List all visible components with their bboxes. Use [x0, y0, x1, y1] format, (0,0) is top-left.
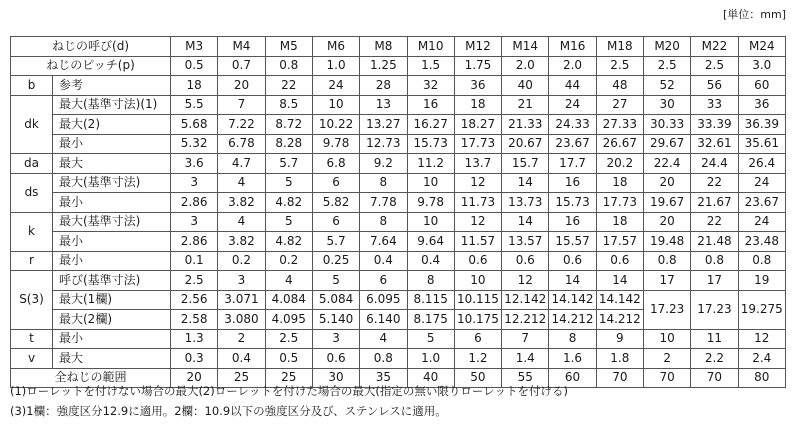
value-cell: 14.142 — [549, 290, 596, 310]
value-cell: 36 — [738, 95, 785, 115]
value-cell: 11.73 — [454, 193, 501, 213]
value-cell: 24.4 — [691, 154, 738, 174]
value-cell: 13.73 — [502, 193, 549, 213]
value-cell: 12 — [454, 173, 501, 193]
value-cell: 5.7 — [265, 154, 312, 174]
value-cell: 44 — [549, 76, 596, 96]
value-cell: 2.86 — [171, 193, 218, 213]
value-cell: 5 — [265, 212, 312, 232]
value-cell: 48 — [596, 76, 643, 96]
value-cell: 0.8 — [265, 56, 312, 76]
table-row — [11, 251, 786, 271]
value-cell: 22.4 — [643, 154, 690, 174]
value-cell: 1.0 — [312, 56, 359, 76]
size-cell: M5 — [265, 37, 312, 57]
value-cell: 3.0 — [738, 56, 785, 76]
value-cell: 0.4 — [407, 251, 454, 271]
value-cell: 5 — [312, 271, 359, 291]
row-label: 最大 — [53, 349, 171, 369]
table-row — [11, 212, 786, 232]
value-cell: 7.78 — [360, 193, 407, 213]
value-cell: 0.6 — [312, 349, 359, 369]
value-cell: 15.73 — [549, 193, 596, 213]
row-label: ねじのピッチ(p) — [11, 56, 171, 76]
value-cell: 40 — [502, 76, 549, 96]
value-cell: 21.67 — [691, 193, 738, 213]
value-cell: 21 — [502, 95, 549, 115]
value-cell: 24 — [312, 76, 359, 96]
table-row — [11, 76, 786, 96]
value-cell: 19 — [738, 271, 785, 291]
value-cell: 4.084 — [265, 290, 312, 310]
value-cell: 2.0 — [549, 56, 596, 76]
value-cell: 24.33 — [549, 115, 596, 135]
value-cell: 5.7 — [312, 232, 359, 252]
value-cell: 14 — [549, 271, 596, 291]
value-cell: 7.22 — [218, 115, 265, 135]
value-cell: 1.0 — [407, 349, 454, 369]
value-cell: 12 — [454, 212, 501, 232]
row-label: 最小 — [53, 251, 171, 271]
value-cell: 16 — [549, 173, 596, 193]
row-label: 最大(2) — [53, 115, 171, 135]
value-cell: 20 — [218, 76, 265, 96]
value-cell: 18 — [596, 173, 643, 193]
value-cell: 2.4 — [738, 349, 785, 369]
value-cell: 0.5 — [265, 349, 312, 369]
value-cell: 28 — [360, 76, 407, 96]
value-cell: 6 — [312, 212, 359, 232]
value-cell: 9.78 — [407, 193, 454, 213]
value-cell: 5.82 — [312, 193, 359, 213]
value-cell: 15.73 — [407, 134, 454, 154]
value-cell: 12 — [738, 329, 785, 349]
value-cell: 70 — [596, 368, 643, 388]
value-cell: 13.7 — [454, 154, 501, 174]
value-cell: 11.57 — [454, 232, 501, 252]
value-cell: 10 — [407, 212, 454, 232]
value-cell: 8.72 — [265, 115, 312, 135]
value-cell: 18 — [171, 76, 218, 96]
value-cell: 23.67 — [549, 134, 596, 154]
value-cell: 25 — [265, 368, 312, 388]
value-cell: 20.2 — [596, 154, 643, 174]
value-cell: 36 — [454, 76, 501, 96]
value-cell: 9.78 — [312, 134, 359, 154]
row-group: S(3) — [11, 271, 53, 330]
value-cell: 14.212 — [549, 310, 596, 330]
value-cell: 0.5 — [171, 56, 218, 76]
row-label: 最小 — [53, 193, 171, 213]
value-cell: 16.27 — [407, 115, 454, 135]
value-cell: 2.58 — [171, 310, 218, 330]
value-cell: 32.61 — [691, 134, 738, 154]
value-cell: 7 — [502, 329, 549, 349]
row-group: ds — [11, 173, 53, 212]
value-cell: 11 — [691, 329, 738, 349]
value-cell: 1.3 — [171, 329, 218, 349]
value-cell: 20 — [171, 368, 218, 388]
value-cell: 9.64 — [407, 232, 454, 252]
value-cell: 20 — [643, 212, 690, 232]
value-cell: 35 — [360, 368, 407, 388]
value-cell: 18 — [596, 212, 643, 232]
value-cell: 3 — [171, 173, 218, 193]
table-row — [11, 271, 786, 291]
row-label: 最小 — [53, 232, 171, 252]
value-cell: 10.175 — [454, 310, 501, 330]
size-cell: M8 — [360, 37, 407, 57]
value-cell: 33 — [691, 95, 738, 115]
value-cell: 3 — [218, 271, 265, 291]
value-cell: 22 — [265, 76, 312, 96]
value-cell: 1.8 — [596, 349, 643, 369]
value-cell: 6.8 — [312, 154, 359, 174]
row-label: 最大(2欄) — [53, 310, 171, 330]
value-cell: 14 — [596, 271, 643, 291]
value-cell: 80 — [738, 368, 785, 388]
value-cell: 6.095 — [360, 290, 407, 310]
unit-label: [単位：mm] — [722, 8, 786, 21]
value-cell: 15.57 — [549, 232, 596, 252]
size-cell: M20 — [643, 37, 690, 57]
value-cell: 0.8 — [691, 251, 738, 271]
size-cell: M18 — [596, 37, 643, 57]
value-cell: 0.8 — [360, 349, 407, 369]
table-row — [11, 329, 786, 349]
value-cell: 17.57 — [596, 232, 643, 252]
value-cell: 17.7 — [549, 154, 596, 174]
value-cell: 40 — [407, 368, 454, 388]
value-cell: 0.3 — [171, 349, 218, 369]
value-cell: 2.5 — [691, 56, 738, 76]
value-cell: 4.7 — [218, 154, 265, 174]
value-cell: 22 — [691, 212, 738, 232]
value-cell: 4.095 — [265, 310, 312, 330]
value-cell: 2 — [643, 349, 690, 369]
table-row — [11, 154, 786, 174]
value-cell: 8.28 — [265, 134, 312, 154]
value-cell: 8 — [360, 173, 407, 193]
value-cell: 12.73 — [360, 134, 407, 154]
value-cell: 8.115 — [407, 290, 454, 310]
value-cell: 5.5 — [171, 95, 218, 115]
value-cell: 10.115 — [454, 290, 501, 310]
value-cell: 2.5 — [265, 329, 312, 349]
row-group: dk — [11, 95, 53, 154]
value-cell: 24 — [738, 212, 785, 232]
table-row — [11, 173, 786, 193]
value-cell: 19.275 — [738, 290, 785, 329]
value-cell: 70 — [691, 368, 738, 388]
value-cell: 55 — [502, 368, 549, 388]
table-row — [11, 290, 786, 310]
value-cell: 19.67 — [643, 193, 690, 213]
value-cell: 9.2 — [360, 154, 407, 174]
size-cell: M22 — [691, 37, 738, 57]
value-cell: 25 — [218, 368, 265, 388]
value-cell: 0.2 — [265, 251, 312, 271]
size-cell: M3 — [171, 37, 218, 57]
value-cell: 3 — [171, 212, 218, 232]
row-group: b — [11, 76, 53, 96]
row-label: 全ねじの範囲 — [11, 368, 171, 388]
value-cell: 6 — [360, 271, 407, 291]
size-cell: M14 — [502, 37, 549, 57]
value-cell: 18 — [454, 95, 501, 115]
value-cell: 10.22 — [312, 115, 359, 135]
value-cell: 5 — [407, 329, 454, 349]
value-cell: 60 — [738, 76, 785, 96]
value-cell: 2.56 — [171, 290, 218, 310]
value-cell: 17.73 — [596, 193, 643, 213]
value-cell: 3.82 — [218, 232, 265, 252]
value-cell: 4.82 — [265, 232, 312, 252]
value-cell: 7.64 — [360, 232, 407, 252]
value-cell: 5.084 — [312, 290, 359, 310]
table-row — [11, 193, 786, 213]
table-row — [11, 349, 786, 369]
row-group: t — [11, 329, 53, 349]
value-cell: 0.25 — [312, 251, 359, 271]
value-cell: 27.33 — [596, 115, 643, 135]
value-cell: 13.57 — [502, 232, 549, 252]
size-cell: M12 — [454, 37, 501, 57]
value-cell: 20.67 — [502, 134, 549, 154]
value-cell: 14 — [502, 212, 549, 232]
row-group: r — [11, 251, 53, 271]
value-cell: 23.67 — [738, 193, 785, 213]
value-cell: 8.5 — [265, 95, 312, 115]
value-cell: 3.6 — [171, 154, 218, 174]
row-label: 参考 — [53, 76, 171, 96]
footnote-1: (1)ローレットを付けない場合の最大(2)ローレットを付けた場合の最大(指定の無い限りローレットを付ける) — [10, 384, 569, 398]
value-cell: 26.67 — [596, 134, 643, 154]
value-cell: 8 — [549, 329, 596, 349]
value-cell: 4 — [218, 173, 265, 193]
value-cell: 26.4 — [738, 154, 785, 174]
header-row — [11, 37, 786, 57]
table-row — [11, 232, 786, 252]
value-cell: 30 — [312, 368, 359, 388]
size-cell: M16 — [549, 37, 596, 57]
row-group: v — [11, 349, 53, 369]
value-cell: 16 — [407, 95, 454, 115]
value-cell: 35.61 — [738, 134, 785, 154]
value-cell: 29.67 — [643, 134, 690, 154]
value-cell: 2.5 — [596, 56, 643, 76]
value-cell: 12.212 — [502, 310, 549, 330]
row-group: da — [11, 154, 53, 174]
value-cell: 2.86 — [171, 232, 218, 252]
value-cell: 17 — [643, 271, 690, 291]
row-label: 最大(基準寸法)(1) — [53, 95, 171, 115]
value-cell: 30 — [643, 95, 690, 115]
value-cell: 1.75 — [454, 56, 501, 76]
value-cell: 21.33 — [502, 115, 549, 135]
value-cell: 12.142 — [502, 290, 549, 310]
value-cell: 22 — [691, 173, 738, 193]
value-cell: 70 — [643, 368, 690, 388]
value-cell: 0.2 — [218, 251, 265, 271]
value-cell: 56 — [691, 76, 738, 96]
value-cell: 30.33 — [643, 115, 690, 135]
value-cell: 2.5 — [643, 56, 690, 76]
value-cell: 4 — [360, 329, 407, 349]
value-cell: 0.6 — [502, 251, 549, 271]
table-row — [11, 56, 786, 76]
value-cell: 13.27 — [360, 115, 407, 135]
value-cell: 6 — [312, 173, 359, 193]
value-cell: 60 — [549, 368, 596, 388]
size-cell: M4 — [218, 37, 265, 57]
value-cell: 24 — [549, 95, 596, 115]
value-cell: 10 — [454, 271, 501, 291]
value-cell: 18.27 — [454, 115, 501, 135]
size-cell: M6 — [312, 37, 359, 57]
row-label: 最小 — [53, 329, 171, 349]
value-cell: 3.82 — [218, 193, 265, 213]
value-cell: 10 — [643, 329, 690, 349]
value-cell: 10 — [407, 173, 454, 193]
value-cell: 8 — [360, 212, 407, 232]
value-cell: 2.2 — [691, 349, 738, 369]
value-cell: 5.140 — [312, 310, 359, 330]
value-cell: 17.73 — [454, 134, 501, 154]
value-cell: 0.8 — [643, 251, 690, 271]
dimension-table — [10, 36, 786, 388]
row-label: 最大 — [53, 154, 171, 174]
size-cell: M24 — [738, 37, 785, 57]
value-cell: 5.32 — [171, 134, 218, 154]
table-row — [11, 115, 786, 135]
value-cell: 32 — [407, 76, 454, 96]
row-group: k — [11, 212, 53, 251]
value-cell: 20 — [643, 173, 690, 193]
value-cell: 7 — [218, 95, 265, 115]
value-cell: 24 — [738, 173, 785, 193]
value-cell: 4 — [218, 212, 265, 232]
value-cell: 17.23 — [643, 290, 690, 329]
row-label: 最大(1欄) — [53, 290, 171, 310]
value-cell: 11.2 — [407, 154, 454, 174]
value-cell: 1.5 — [407, 56, 454, 76]
value-cell: 0.7 — [218, 56, 265, 76]
value-cell: 12 — [502, 271, 549, 291]
value-cell: 0.6 — [454, 251, 501, 271]
table-row — [11, 95, 786, 115]
value-cell: 5 — [265, 173, 312, 193]
value-cell: 15.7 — [502, 154, 549, 174]
row-label: 呼び(基準寸法) — [53, 271, 171, 291]
value-cell: 33.39 — [691, 115, 738, 135]
row-label: 最大(基準寸法) — [53, 212, 171, 232]
row-label: 最小 — [53, 134, 171, 154]
value-cell: 9 — [596, 329, 643, 349]
value-cell: 6 — [454, 329, 501, 349]
value-cell: 3.080 — [218, 310, 265, 330]
value-cell: 50 — [454, 368, 501, 388]
value-cell: 16 — [549, 212, 596, 232]
value-cell: 17 — [691, 271, 738, 291]
value-cell: 1.25 — [360, 56, 407, 76]
footnote-2: (3)1欄：強度区分12.9に適用。2欄：10.9以下の強度区分及び、ステンレスに適用。 — [10, 404, 447, 418]
value-cell: 2.0 — [502, 56, 549, 76]
value-cell: 36.39 — [738, 115, 785, 135]
value-cell: 0.4 — [360, 251, 407, 271]
value-cell: 13 — [360, 95, 407, 115]
value-cell: 10 — [312, 95, 359, 115]
value-cell: 6.140 — [360, 310, 407, 330]
row-label: 最大(基準寸法) — [53, 173, 171, 193]
value-cell: 5.68 — [171, 115, 218, 135]
value-cell: 21.48 — [691, 232, 738, 252]
value-cell: 0.8 — [738, 251, 785, 271]
table-row — [11, 134, 786, 154]
value-cell: 1.2 — [454, 349, 501, 369]
value-cell: 17.23 — [691, 290, 738, 329]
value-cell: 3 — [312, 329, 359, 349]
size-cell: M10 — [407, 37, 454, 57]
value-cell: 2.5 — [171, 271, 218, 291]
value-cell: 4 — [265, 271, 312, 291]
value-cell: 3.071 — [218, 290, 265, 310]
value-cell: 4.82 — [265, 193, 312, 213]
size-header-cell: ねじの呼び(d) — [11, 37, 171, 57]
value-cell: 52 — [643, 76, 690, 96]
value-cell: 19.48 — [643, 232, 690, 252]
value-cell: 8.175 — [407, 310, 454, 330]
value-cell: 14 — [502, 173, 549, 193]
value-cell: 0.6 — [596, 251, 643, 271]
value-cell: 8 — [407, 271, 454, 291]
value-cell: 2 — [218, 329, 265, 349]
value-cell: 0.1 — [171, 251, 218, 271]
value-cell: 14.212 — [596, 310, 643, 330]
value-cell: 27 — [596, 95, 643, 115]
value-cell: 6.78 — [218, 134, 265, 154]
value-cell: 23.48 — [738, 232, 785, 252]
value-cell: 1.4 — [502, 349, 549, 369]
value-cell: 0.6 — [549, 251, 596, 271]
value-cell: 0.4 — [218, 349, 265, 369]
value-cell: 14.142 — [596, 290, 643, 310]
value-cell: 1.6 — [549, 349, 596, 369]
